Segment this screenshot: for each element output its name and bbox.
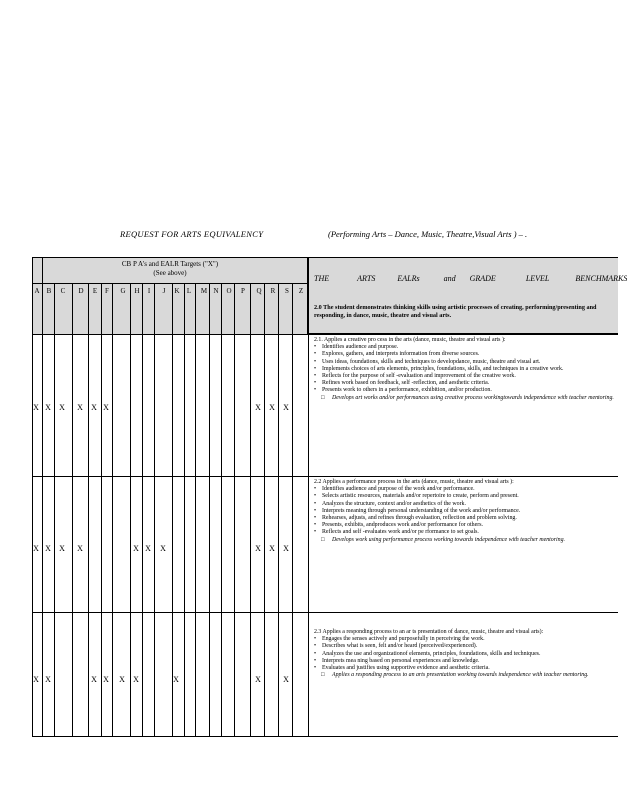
- benchmark-item: • Reflects and self -evaluates work and/or pe rformance to set goals.: [314, 529, 616, 536]
- target-mark: X: [59, 403, 65, 412]
- row-divider: [32, 334, 618, 335]
- target-mark: X: [45, 403, 51, 412]
- checkbox-glyph-icon: □: [321, 672, 325, 679]
- row-divider: [32, 736, 618, 737]
- target-mark: X: [33, 675, 39, 684]
- benchmark-item: • Rehearses, adjusts, and refines through evaluation, reflection and problem solving.: [314, 515, 616, 522]
- benchmark-item: • Interprets meaning through personal understanding of the work and/or performance.: [314, 508, 616, 515]
- column-divider: [142, 284, 143, 737]
- column-divider: [195, 284, 196, 737]
- target-mark: X: [145, 544, 151, 553]
- column-letter-i: I: [147, 287, 151, 295]
- benchmark-list: [314, 636, 616, 672]
- column-divider: [101, 284, 102, 737]
- benchmark-note-text: Develops work using performance process working towards independence with teacher mentoring.: [332, 536, 566, 543]
- benchmark-lead: 2.1. Applies a creative pro cess in the arts (dance, music, theatre and visual arts ):: [314, 337, 506, 343]
- equivalency-table: [32, 257, 627, 737]
- column-divider: [264, 284, 265, 737]
- column-letter-j: J: [162, 287, 166, 295]
- benchmark-note: [314, 537, 616, 544]
- column-divider: [221, 284, 222, 737]
- target-mark: X: [173, 675, 179, 684]
- heading-word: LEVEL: [525, 274, 550, 283]
- heading-word: BENCHMARKS: [575, 274, 627, 283]
- column-divider: [42, 257, 43, 737]
- column-divider: [184, 284, 185, 737]
- benchmark-item: • Identifies audience and purpose of the work and/or performance.: [314, 486, 616, 493]
- target-mark: X: [255, 403, 261, 412]
- benchmark-lead: 2.2 Applies a performance process in the arts (dance, music, theatre and visual arts ):: [314, 479, 514, 485]
- heading-word: GRADE: [469, 274, 496, 283]
- target-mark: X: [45, 675, 51, 684]
- column-letter-a: A: [34, 287, 40, 295]
- checkbox-glyph-icon: □: [321, 394, 325, 401]
- target-mark: X: [103, 403, 109, 412]
- heading-word: THE: [314, 274, 330, 283]
- target-mark: X: [255, 544, 261, 553]
- target-mark: X: [283, 675, 289, 684]
- column-divider: [209, 284, 210, 737]
- benchmark-lead: 2.3 Applies a responding process to an ar ts presentation of dance, music, theatre and visual arts):: [314, 629, 544, 635]
- column-divider: [130, 284, 131, 737]
- target-mark: X: [133, 544, 139, 553]
- checkbox-glyph-icon: □: [321, 536, 325, 543]
- benchmark-item: • Presents, exhibits, andproduces work and/or performance for others.: [314, 522, 616, 529]
- target-mark: X: [59, 544, 65, 553]
- target-mark: X: [33, 544, 39, 553]
- column-letter-m: M: [200, 287, 208, 295]
- column-letter-q: Q: [256, 287, 262, 295]
- row-divider: [32, 612, 618, 613]
- ealr-intro: 2.0 The student demonstrates thinking skills using artistic processes of creating, performing/presenting and responding, in dance, music, theatre and visual arts.: [314, 304, 597, 319]
- benchmark-item: • Selects artistic resources, materials and/or repertoire to create, perform and present.: [314, 493, 616, 500]
- target-mark: X: [283, 403, 289, 412]
- benchmark-item: • Evaluates and justifies using supportive evidence and aesthetic criteria.: [314, 665, 616, 672]
- column-divider: [292, 284, 293, 737]
- column-letter-o: O: [226, 287, 232, 295]
- column-divider: [112, 284, 113, 737]
- benchmark-item: • Identifies audience and purpose.: [314, 344, 616, 351]
- benchmark-list: [314, 486, 616, 536]
- heading-word: EALRs: [397, 274, 420, 283]
- column-letter-r: R: [270, 287, 276, 295]
- benchmark-cell: [314, 337, 616, 402]
- benchmark-cell: [314, 479, 616, 544]
- left-header-line1: CB P A's and EALR Targets ("X"): [121, 260, 219, 268]
- benchmark-item: • Interprets mea ning based on personal experiences and knowledge.: [314, 658, 616, 665]
- target-mark: X: [283, 544, 289, 553]
- column-letter-p: P: [241, 287, 245, 295]
- table-left-border: [32, 257, 33, 737]
- left-header-line2: (See above): [153, 269, 187, 277]
- column-divider: [308, 257, 309, 737]
- column-letter-n: N: [213, 287, 219, 295]
- benchmark-note-text: Applies a responding process to an arts presentation working towards independence with teacher mentoring.: [332, 672, 589, 679]
- target-mark: X: [77, 403, 83, 412]
- benchmarks-heading: [314, 274, 627, 283]
- column-letter-l: L: [186, 287, 192, 295]
- right-header: [308, 257, 627, 334]
- benchmark-item: • Refines work based on feedback, self -reflection, and aesthetic criteria.: [314, 380, 616, 387]
- benchmark-item: • Implements choices of arts elements, principles, foundations, skills, and techniques in a creative work.: [314, 366, 616, 373]
- title-subtitle: (Performing Arts – Dance, Music, Theatre,Visual Arts ) – .: [328, 229, 528, 239]
- benchmark-item: • Explores, gathers, and interprets information from diverse sources.: [314, 351, 616, 358]
- benchmark-note: [314, 672, 616, 679]
- column-divider: [154, 284, 155, 737]
- benchmark-cell: [314, 629, 616, 679]
- heading-word: ARTS: [357, 274, 376, 283]
- target-mark: X: [91, 403, 97, 412]
- column-divider: [250, 284, 251, 737]
- column-letter-e: E: [92, 287, 98, 295]
- column-divider: [54, 284, 55, 737]
- benchmark-item: • Reflects for the purpose of self -evaluation and improvement of the creative work.: [314, 373, 616, 380]
- target-mark: X: [119, 675, 125, 684]
- column-divider: [88, 284, 89, 737]
- target-mark: X: [77, 544, 83, 553]
- benchmark-list: [314, 344, 616, 394]
- column-divider: [234, 284, 235, 737]
- benchmark-note: [314, 395, 616, 402]
- title-request: REQUEST FOR ARTS EQUIVALENCY: [120, 229, 264, 239]
- column-letter-s: S: [285, 287, 289, 295]
- target-mark: X: [103, 675, 109, 684]
- column-letter-h: H: [134, 287, 140, 295]
- column-letter-f: F: [105, 287, 109, 295]
- target-mark: X: [269, 403, 275, 412]
- target-mark: X: [255, 675, 261, 684]
- heading-word: and: [443, 274, 456, 283]
- column-letter-b: B: [46, 287, 52, 295]
- target-mark: X: [33, 403, 39, 412]
- letter-header-row: [32, 284, 308, 334]
- column-divider: [278, 284, 279, 737]
- column-divider: [172, 284, 173, 737]
- target-mark: X: [91, 675, 97, 684]
- target-mark: X: [133, 675, 139, 684]
- column-letter-z: Z: [298, 287, 304, 295]
- target-mark: X: [160, 544, 166, 553]
- benchmark-item: • Presents work to others in a performance, exhibition, and/or production.: [314, 387, 616, 394]
- benchmark-item: • Analyzes the structure, context and/or aesthetics of the work.: [314, 501, 616, 508]
- target-mark: X: [45, 544, 51, 553]
- page-title: [120, 229, 618, 245]
- column-divider: [72, 284, 73, 737]
- left-header: [32, 257, 308, 284]
- benchmark-note-text: Develops art works and/or performances using creative process workingtowards independence with teacher mentoring.: [332, 394, 614, 401]
- column-letter-k: K: [174, 287, 180, 295]
- column-letter-c: C: [60, 287, 66, 295]
- benchmark-item: • Analyzes the use and organizationof elements, principles, foundations, skills and techniques.: [314, 651, 616, 658]
- benchmark-item: • Uses ideas, foundations, skills and techniques to developdance, music, theatre and visual art.: [314, 359, 616, 366]
- benchmark-item: • Describes what is seen, felt and/or heard (perceived/experienced).: [314, 643, 616, 650]
- column-letter-d: D: [78, 287, 84, 295]
- column-letter-g: G: [120, 287, 126, 295]
- benchmark-item: • Engages the senses actively and purposefully in perceiving the work.: [314, 636, 616, 643]
- target-mark: X: [269, 544, 275, 553]
- row-divider: [32, 476, 618, 477]
